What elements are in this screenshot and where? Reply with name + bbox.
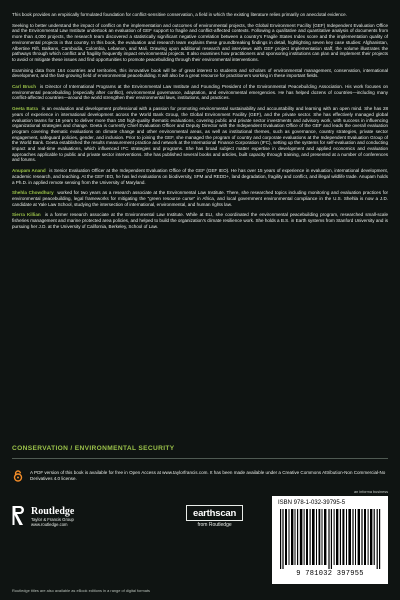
intro-paragraph: Examining data from 164 countries and territories, this innovative book will be of great interest to students and scholars of environmental management, conservation, international development, and the fast-growing field of environmental peacebuilding. It will also be a great resource for practitioners working in these important fields.: [12, 67, 388, 79]
routledge-logo-icon: [12, 505, 26, 527]
bio-text: is an evaluation and development professional with a passion for promoting environmental sustainability and accountability and learning with an open mind. She has 28 years of experience in international development across the World Bank Group, the Global Environment Facility (GEF), and the private sector. She has effectively managed global evaluation teams for 18 years to deliver more than 150 high-quality thematic evaluations, covering public and private sector investments and advisory work, with success in influencing organizational strategies and change. Geeta is currently Chief Evaluation Officer and Deputy Director with the Independent Evaluation Office of the GEF and leads the overall evaluation program covering thematic evaluations on climate change and other environmental areas, as well as institutional themes, such as governance, country strategies, private sector engagement, safeguard policies, gender, and inclusion. Prior to joining the GEF, she managed the program of country and corporate evaluations at the Independent Evaluation Group of the World Bank. Geeta established the results measurement practice and network at the International Finance Corporation (IFC), setting up the systems for self-evaluation and conducting impact and real-time evaluations, which influenced IFC strategies and programs. She has broad subject matter expertise in development and applied economics and evaluation approaches applicable to public and private sector interventions. She has published several books and articles, built capacity through training, and presented at a number of conferences and forums.: [12, 106, 389, 163]
barcode-icon: [278, 509, 382, 569]
intro-paragraph: Seeking to better understand the impact of conflict on the implementation and outcomes of environmental projects, the Global Environment Facility (GEF) Independent Evaluation Office and the Environmental Law Institute undertook an evaluation of GEF support to fragile and conflict-affected contexts. Following a qualitative and quantitative analysis of documents from more than 4,000 projects, the research team discovered a statistically significant negative correlation between a country's Fragile States Index score and the implementation quality of environmental projects in that country. In this book, the evaluation and research team explains these groundbreaking findings in detail, highlighting seven key case studies: Afghanistan, Albertine Rift, Balkans, Cambodia, Colombia, Lebanon, and Mali. Drawing upon additional research and interviews with GEF project implementation staff, the volume illustrates the pathways through which conflict and fragility frequently impact environmental projects. It also examines how practitioners and sponsoring institutions can plan and implement their projects to avoid or mitigate these issues and find opportunities to promote peacebuilding through their environmental interventions.: [12, 22, 388, 62]
bio-name: Anupam Anand: [12, 168, 46, 174]
bio-name: Shehla Chowdhury: [12, 190, 54, 196]
footer-note: Routledge titles are also available as eBook editions in a range of digital formats: [12, 588, 150, 593]
routledge-logo: [12, 505, 74, 527]
bio-text: is Director of International Programs at the Environmental Law Institute and Founding President of the Environmental Peacebuilding Association. His work focuses on environmental peacebuilding (especially after conflict), environmental governance, adaptation, and environmental emergencies. He has helped dozens of countries—including many conflict-affected countries—around the world strengthen their environmental laws, institutions, and practices.: [12, 84, 389, 101]
bio-carl-bruch: [12, 84, 388, 101]
bio-name: Carl Bruch: [12, 84, 36, 90]
open-access-text: A PDF version of this book is available for free in Open Access at www.taylorfrancis.com. It has been made available under a Creative Commons Attribution-Non Commercial-No Derivatives 4.0 license.: [30, 470, 386, 481]
bio-text: is Senior Evaluation Officer at the Independent Evaluation Office of the GEF (GEF IEO). He has over 15 years of experience in evaluation, international development, academic research, and teaching. At the GEF IEO, he has led evaluations on biodiversity, SFM and REDD+, land degradation, fragility and conflict, and illegal wildlife trade. Anupam holds a Ph.D. in applied remote sensing from the University of Maryland.: [12, 168, 388, 185]
routledge-group: Taylor & Francis Group: [31, 516, 74, 522]
intro-paragraph: This book provides an empirically formulated foundation for conflict-sensitive conservation, a field in which the existing literature relies primarily on anecdotal evidence.: [12, 12, 347, 17]
open-access-notice: [12, 470, 388, 482]
bio-name: Sierra Killian: [12, 212, 41, 218]
bio-sierra-killian: [12, 212, 388, 229]
earthscan-name: earthscan: [186, 505, 243, 521]
earthscan-logo: [186, 505, 243, 528]
barcode-digits: 9 781032 397955: [296, 570, 364, 578]
bio-anupam-anand: [12, 168, 388, 185]
divider: [12, 458, 388, 459]
isbn: ISBN 978-1-032-39795-5: [278, 500, 346, 506]
bio-text: is a former research associate at the Environmental Law Institute. While at ELI, she coordinated the environmental peacebuilding program, researched small-scale fisheries management and marine protected area policies, and helped to build the organization's climate resilience work. She holds a B.S. in Earth systems from Stanford University and is pursuing her J.D. at the University of California, Berkeley, School of Law.: [12, 212, 388, 229]
bio-shehla-chowdhury: [12, 190, 388, 207]
bio-name: Geeta Batra: [12, 106, 38, 112]
open-access-icon: [12, 470, 24, 482]
back-cover-text: [12, 12, 388, 235]
routledge-name: Routledge: [31, 505, 75, 517]
bio-text: worked for two years as a research associate at the Environmental Law Institute. There, she researched topics including monitoring and evaluation practices for environmental peacebuilding, legal frameworks for mitigating the "green resource curse" in Africa, and local government environmental compliance in the U.S. Shehla is now a J.D. candidate at Yale Law School, studying the intersection of international, environmental, and human rights law.: [12, 190, 388, 207]
bio-geeta-batra: [12, 106, 388, 163]
barcode-panel: [272, 496, 388, 584]
earthscan-sub: from Routledge: [197, 522, 232, 528]
publisher-tagline: an informa business: [354, 490, 388, 494]
routledge-url: www.routledge.com: [31, 521, 68, 527]
series-label: CONSERVATION / ENVIRONMENTAL SECURITY: [12, 445, 175, 452]
